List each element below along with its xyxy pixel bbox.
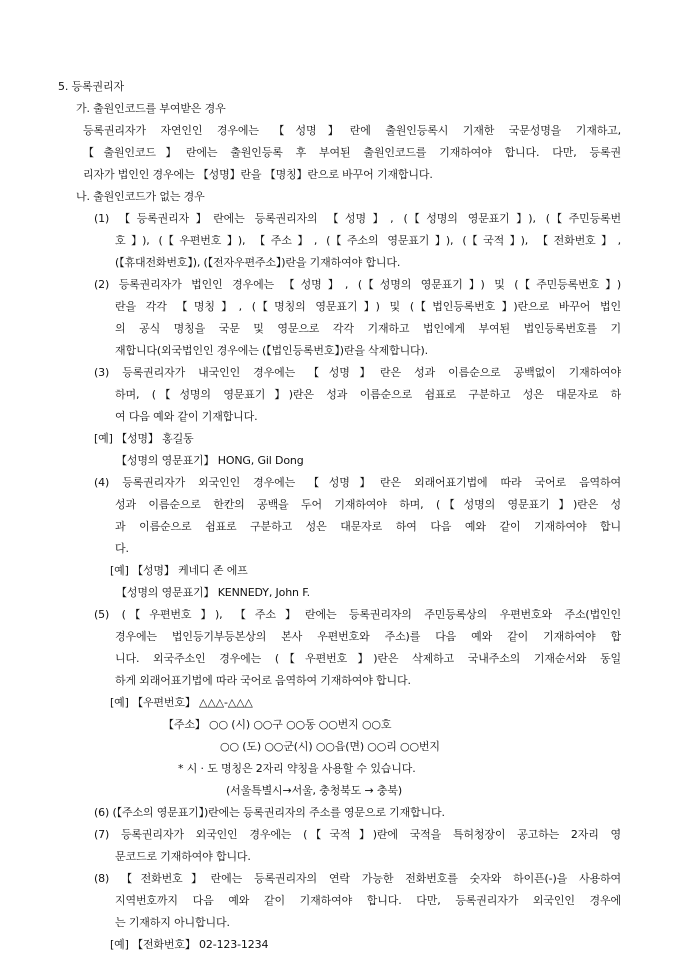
- example-5-note: (서울특별시→서울, 충청북도 → 충북): [226, 784, 402, 797]
- section-heading: 5. 등록권리자: [58, 80, 124, 93]
- item-4-line: 다.: [115, 542, 129, 555]
- item-2-line: 재합니다(외국법인인 경우에는 (【법인등록번호】)란을 삭제합니다).: [115, 344, 429, 357]
- example-3-line: 【성명의 영문표기】 HONG, Gil Dong: [116, 454, 304, 467]
- item-1-line: (1) 【등록권리자】란에는 등록권리자의 【성명】, (【성명의 영문표기】), (【주민등록번: [94, 212, 621, 225]
- item-5-line: 경우에는 법인등기부등본상의 본사 우편번호와 주소)를 다음 예와 같이 기재하여야 합: [115, 630, 621, 643]
- example-4-lead: [예] 【성명】 케네디 존 에프: [110, 564, 248, 577]
- example-5-address: ○○ (도) ○○군(시) ○○읍(면) ○○리 ○○번지: [220, 740, 440, 753]
- item-1-line: 호】), (【우편번호】), 【주소】, (【주소의 영문표기】), (【국적】), 【전화번호】,: [115, 234, 621, 247]
- item-4-line: (4) 등록권리자가 외국인인 경우에는 【성명】란은 외래어표기법에 따라 국어로 음역하여: [94, 476, 621, 489]
- item-4-line: 성과 이름순으로 한칸의 공백을 두어 기재하여야 하며, (【성명의 영문표기】)란은 성: [115, 498, 621, 511]
- item-5-line: 니다. 외국주소인 경우에는 (【우편번호】)란은 삭제하고 국내주소의 기재순서와 동일: [115, 652, 621, 665]
- item-5-line: (5) (【우편번호】), 【주소】란에는 등록권리자의 주민등록상의 우편번호와 주소(법인인: [94, 608, 621, 621]
- subsection-ga-line: 등록권리자가 자연인인 경우에는 【성명】란에 출원인등록시 기재한 국문성명을 기재하고,: [83, 124, 621, 137]
- item-7-line: 문코드로 기재하여야 합니다.: [115, 850, 251, 863]
- example-8-lead: [예] 【전화번호】 02-123-1234: [110, 938, 269, 951]
- subsection-ga-line: 리자가 법인인 경우에는 【성명】란을 【명칭】란으로 바꾸어 기재합니다.: [83, 168, 433, 181]
- item-8-line: 지역번호까지 다음 예와 같이 기재하여야 합니다. 다만, 등록권리자가 외국인인 경우에: [115, 894, 621, 907]
- example-5-note: * 시 · 도 명칭은 2자리 약칭을 사용할 수 있습니다.: [178, 762, 416, 775]
- item-2-line: (2) 등록권리자가 법인인 경우에는 【성명】, (【성명의 영문표기】) 및 (【주민등록번호】): [94, 278, 621, 291]
- item-5-line: 하게 외래어표기법에 따라 국어로 음역하여 기재하여야 합니다.: [115, 674, 411, 687]
- example-5-address: 【주소】 ○○ (시) ○○구 ○○동 ○○번지 ○○호: [163, 718, 392, 731]
- item-2-line: 의 공식 명칭을 국문 및 영문으로 각각 기재하고 법인에게 부여된 법인등록번호를 기: [115, 322, 621, 335]
- item-3-line: 여 다음 예와 같이 기재합니다.: [115, 410, 258, 423]
- example-5-lead: [예] 【우편번호】 △△△-△△△: [110, 696, 253, 709]
- item-4-line: 과 이름순으로 쉼표로 구분하고 성은 대문자로 하여 다음 예와 같이 기재하여야 합니: [115, 520, 621, 533]
- item-8-line: 는 기재하지 아니합니다.: [115, 916, 230, 929]
- example-3-lead: [예] 【성명】 홍길동: [94, 432, 194, 445]
- item-3-line: (3) 등록권리자가 내국인인 경우에는 【성명】란은 성과 이름순으로 공백없이 기재하여야: [94, 366, 621, 379]
- item-8-line: (8) 【전화번호】란에는 등록권리자의 연락 가능한 전화번호를 숫자와 하이픈(-)을 사용하여: [94, 872, 621, 885]
- item-1-line: (【휴대전화번호】), (【전자우편주소】)란을 기재하여야 합니다.: [115, 256, 401, 269]
- example-4-line: 【성명의 영문표기】 KENNEDY, John F.: [116, 586, 310, 599]
- item-3-line: 하며, (【성명의 영문표기】)란은 성과 이름순으로 쉼표로 구분하고 성은 대문자로 하: [115, 388, 621, 401]
- item-6-line: (6) (【주소의 영문표기】)란에는 등록권리자의 주소를 영문으로 기재합니다.: [94, 806, 445, 819]
- subsection-ga-line: 【출원인코드】란에는 출원인등록 후 부여된 출원인코드를 기재하여야 합니다. 다만, 등록권: [83, 146, 621, 159]
- subsection-na-title: 나. 출원인코드가 없는 경우: [76, 190, 205, 203]
- item-7-line: (7) 등록권리자가 외국인인 경우에는 (【국적】)란에 국적을 특허청장이 공고하는 2자리 영: [94, 828, 621, 841]
- subsection-ga-title: 가. 출원인코드를 부여받은 경우: [76, 102, 226, 115]
- item-2-line: 란을 각각 【명칭】, (【명칭의 영문표기】) 및 (【법인등록번호】)란으로 바꾸어 법인: [115, 300, 621, 313]
